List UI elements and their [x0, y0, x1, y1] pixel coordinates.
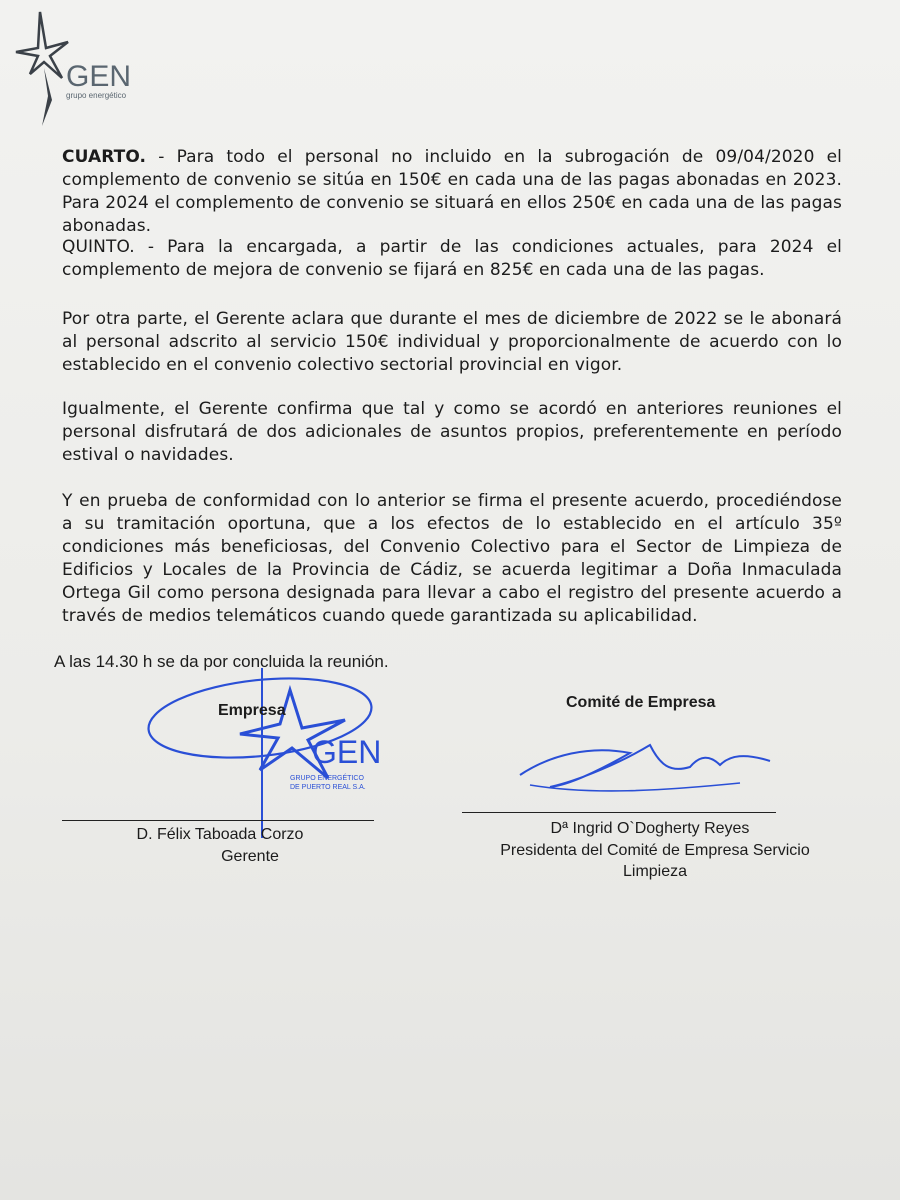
stamp-subtext-2: DE PUERTO REAL S.A.	[290, 784, 366, 791]
handwritten-signature	[510, 725, 780, 800]
stamp-subtext-1: GRUPO ENERGÉTICO	[290, 775, 364, 782]
signatory-left-role: Gerente	[221, 848, 279, 865]
company-stamp	[140, 668, 410, 848]
logo-subtext: grupo energético	[66, 91, 127, 100]
signature-line-left	[62, 820, 374, 821]
cuarto-heading: CUARTO.	[62, 147, 147, 167]
gen-logo	[8, 8, 158, 138]
paragraph-quinto: QUINTO. - Para la encargada, a partir de las condiciones actuales, para 2024 el complemento de mejora de convenio se fijará en 825€ en cada una de las pagas.	[62, 237, 842, 280]
signature-label-empresa: Empresa	[218, 702, 286, 719]
signature-label-comite: Comité de Empresa	[566, 694, 716, 711]
signature-line-right	[462, 812, 776, 813]
paragraph-igualmente: Igualmente, el Gerente confirma que tal y como se acordó en anteriores reuniones el personal disfrutará de dos adicionales de asuntos propios, preferentemente en período estival o navidades.	[62, 399, 842, 465]
logo-text: GEN	[66, 60, 132, 93]
signatory-right-name: Dª Ingrid O`Dogherty Reyes	[550, 820, 750, 837]
cuarto-body: - Para todo el personal no incluido en la subrogación de 09/04/2020 el complemento de convenio se sitúa en 150€ en cada una de las pagas abonadas en 2023. Para 2024 el complemento de convenio se situará en ellos 250€ en cada una de las pagas abonadas.	[62, 147, 842, 236]
paragraph-cuarto	[62, 146, 842, 238]
stamp-text: GEN	[312, 734, 382, 770]
paragraph-otra-parte: Por otra parte, el Gerente aclara que durante el mes de diciembre de 2022 se le abonará al personal adscrito al servicio 150€ individual y proporcionalmente de acuerdo con lo establecido en el convenio colectivo sectorial provincial en vigor.	[62, 309, 842, 375]
signatory-right-role: Presidenta del Comité de Empresa Servicio Limpieza	[500, 842, 810, 880]
signatory-left-name: D. Félix Taboada Corzo	[136, 826, 304, 843]
closing-line: A las 14.30 h se da por concluida la reunión.	[54, 652, 389, 671]
paragraph-conformidad: Y en prueba de conformidad con lo anterior se firma el presente acuerdo, procediéndose a su tramitación oportuna, que a los efectos de lo establecido en el artículo 35º condiciones más beneficiosas, del Convenio Colectivo para el Sector de Limpieza de Edificios y Locales de la Provincia de Cádiz, se acuerda legitimar a Doña Inmaculada Ortega Gil como persona designada para llevar a cabo el registro del presente acuerdo a través de medios telemáticos cuando quede garantizada su aplicabilidad.	[62, 491, 842, 626]
